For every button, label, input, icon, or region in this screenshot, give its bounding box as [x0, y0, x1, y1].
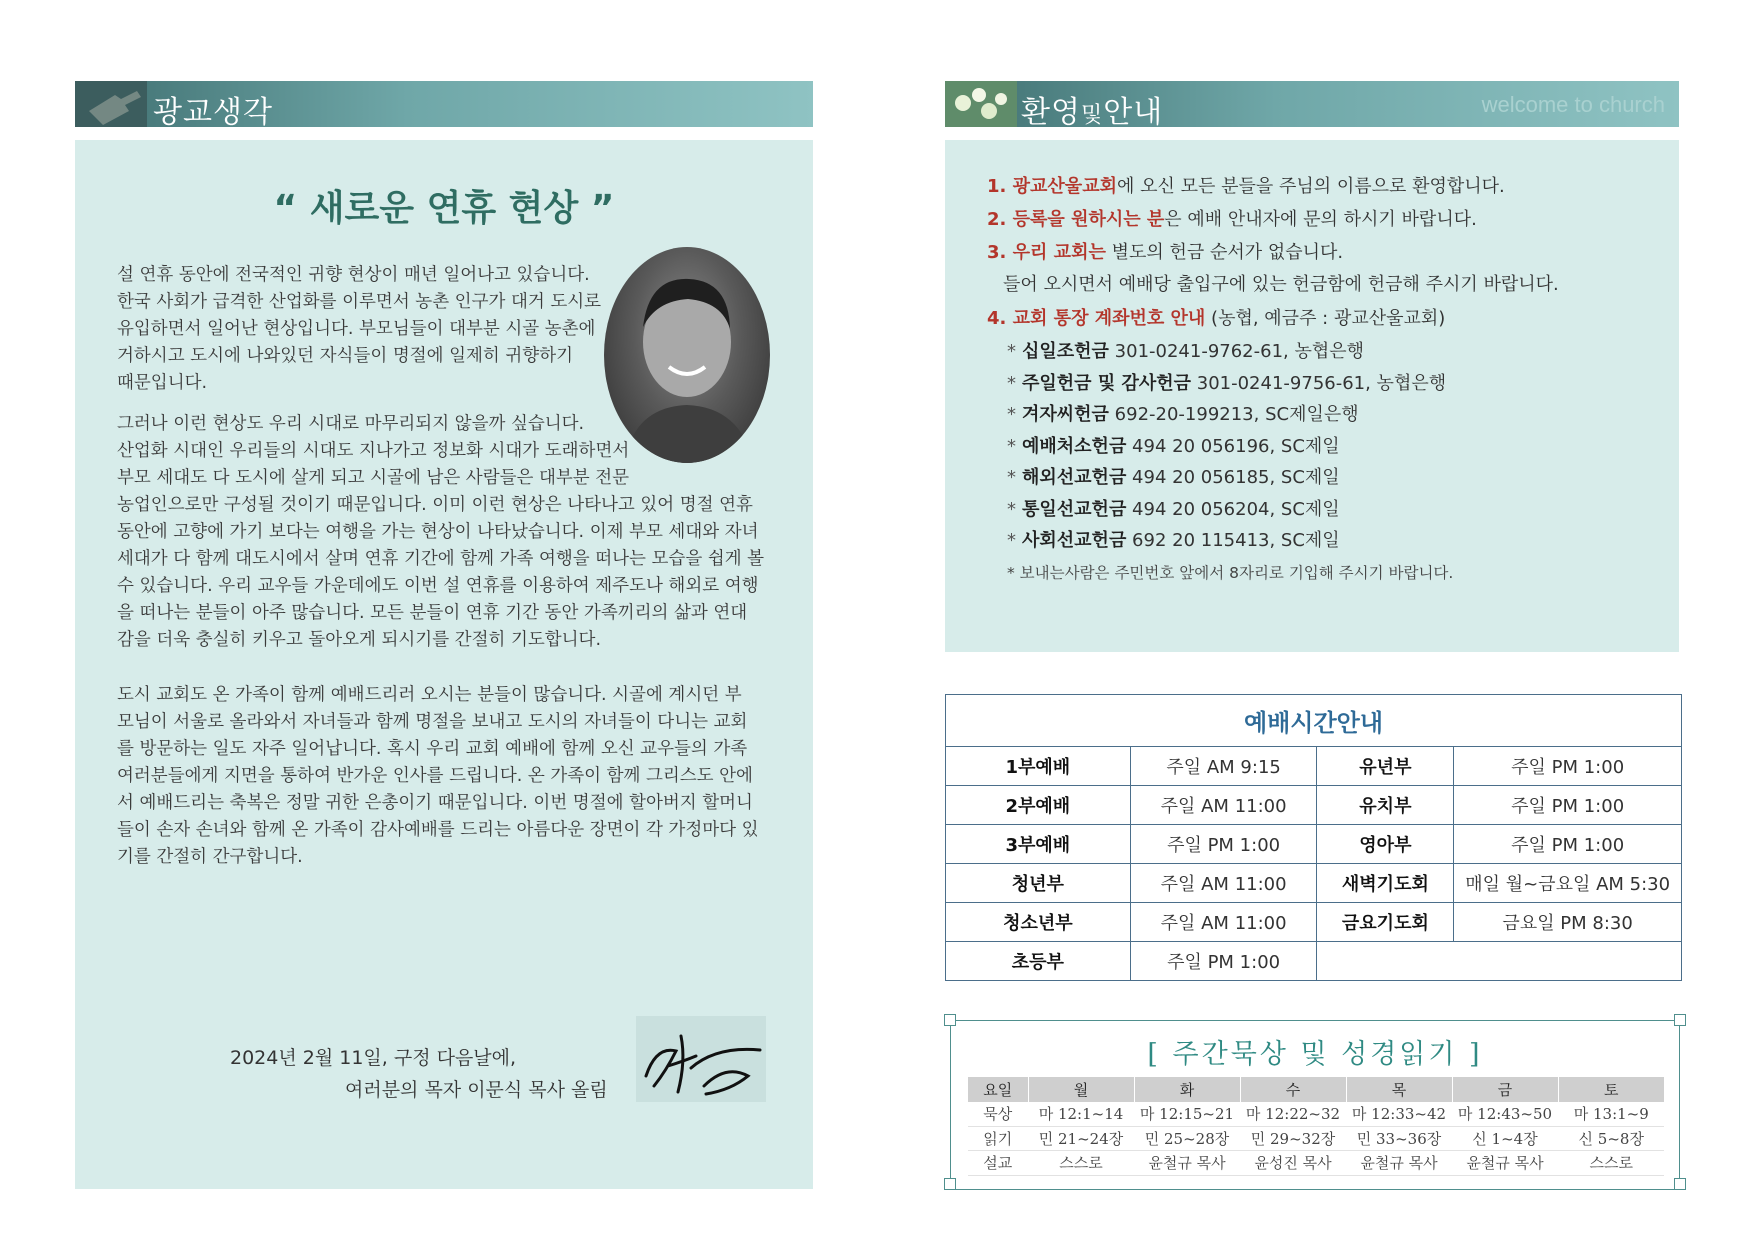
service-name: 금요기도회: [1317, 903, 1454, 942]
box-corner: [944, 1014, 956, 1026]
reading-row-label: 설교: [968, 1151, 1028, 1176]
essay-line: 부모 세대도 다 도시에 살게 되고 시골에 남은 사람들은 대부분 전문: [117, 468, 630, 488]
weekly-reading-table: [968, 1077, 1664, 1176]
worship-row: [946, 786, 1682, 825]
essay-line: 동안에 고향에 가기 보다는 여행을 가는 현상이 나타났습니다. 이제 부모 세대와 자녀: [117, 522, 759, 542]
essay-line: 를 방문하는 일도 자주 일어납니다. 혹시 우리 교회 예배에 함께 오신 교우들의 가족: [117, 739, 748, 759]
essay-line: 모님이 서울로 올라와서 자녀들과 함께 명절을 보내고 도시의 자녀들이 다니는 교회: [117, 712, 748, 732]
service-name: 유년부: [1317, 747, 1454, 786]
right-header-title-a: 환영: [1021, 95, 1081, 130]
account-name: 주일헌금 및 감사헌금: [1022, 372, 1192, 394]
notice-number: 3.: [987, 242, 1013, 263]
essay-line: 농업인으로만 구성될 것이기 때문입니다. 이미 이런 현상은 나타나고 있어 명절 연휴: [117, 495, 753, 515]
notice-number: 2.: [987, 209, 1013, 230]
essay-paragraph-3: [117, 682, 759, 871]
essay-line: 때문입니다.: [117, 373, 208, 393]
essay-line: 한국 사회가 급격한 산업화를 이루면서 농촌 인구가 대거 도시로: [117, 292, 602, 312]
service-time: 금요일 PM 8:30: [1454, 903, 1682, 942]
essay-line: 수 있습니다. 우리 교우들 가운데에도 이번 설 연휴를 이용하여 제주도나 해외로 여행: [117, 576, 759, 596]
signature-date: 2024년 2월 11일, 구정 다음날에,: [230, 1047, 517, 1069]
notice-highlight: 광교산울교회: [1012, 176, 1117, 197]
account-number: 301-0241-9762-61, 농협은행: [1108, 341, 1365, 362]
right-header-bar: [945, 81, 1679, 130]
weekday-header: 요일: [968, 1077, 1028, 1102]
handwritten-signature: [636, 1016, 766, 1102]
service-time: 주일 PM 1:00: [1130, 942, 1317, 981]
reading-cell: 민 25~28장: [1134, 1126, 1240, 1151]
cross-icon: [75, 81, 147, 127]
flower-icon: [945, 81, 1017, 127]
worship-row: [946, 825, 1682, 864]
reading-cell: 윤철규 목사: [1452, 1151, 1558, 1176]
essay-line: 감을 더욱 충실히 키우고 돌아오게 되시기를 간절히 기도합니다.: [117, 630, 602, 650]
weekday-header: 수: [1240, 1077, 1346, 1102]
notice-text: (농협, 예금주 : 광교산울교회): [1205, 308, 1446, 329]
service-name: 3부예배: [946, 825, 1131, 864]
worship-row: [946, 903, 1682, 942]
notice-item: [987, 238, 1343, 264]
pastor-portrait-image: [604, 247, 770, 463]
account-name: 예배처소헌금: [1022, 435, 1127, 457]
worship-row: [946, 864, 1682, 903]
service-time: 주일 AM 11:00: [1130, 786, 1317, 825]
account-item: [1007, 400, 1359, 426]
essay-line: 세대가 다 함께 대도시에서 살며 연휴 기간에 함께 가족 여행을 떠나는 모습을 쉽게 볼: [117, 549, 765, 569]
asterisk-icon: *: [1007, 435, 1016, 457]
reading-row-label: 읽기: [968, 1126, 1028, 1151]
reading-cell: 윤철규 목사: [1134, 1151, 1240, 1176]
reading-cell: 민 21~24장: [1028, 1126, 1134, 1151]
reading-cell: 스스로: [1558, 1151, 1664, 1176]
essay-line: 그러나 이런 현상도 우리 시대로 마무리되지 않을까 싶습니다.: [117, 414, 585, 434]
asterisk-icon: *: [1007, 530, 1016, 551]
service-name: 1부예배: [946, 747, 1131, 786]
essay-line: 기를 간절히 간구합니다.: [117, 847, 303, 867]
right-header-title-b: 및: [1080, 103, 1104, 128]
reading-cell: 마 12:33~42: [1346, 1102, 1452, 1127]
account-name: 해외선교헌금: [1022, 467, 1127, 488]
account-name: 겨자씨헌금: [1022, 404, 1109, 425]
essay-line: 서 예배드리는 축복은 정말 귀한 은총이기 때문입니다. 이번 명절에 할아버지 할머니: [117, 793, 753, 813]
reading-cell: 민 29~32장: [1240, 1126, 1346, 1151]
reading-cell: 윤성진 목사: [1240, 1151, 1346, 1176]
notice-item: [1003, 270, 1559, 296]
empty-cell: [1317, 942, 1682, 981]
account-number: 692 20 115413, SC제일: [1126, 530, 1340, 551]
service-time: 주일 PM 1:00: [1454, 786, 1682, 825]
notice-number: 4.: [987, 308, 1013, 329]
weekday-header: 금: [1452, 1077, 1558, 1102]
service-name: 유치부: [1317, 786, 1454, 825]
account-number: 301-0241-9756-61, 농협은행: [1191, 372, 1447, 394]
pastor-photo: [604, 247, 770, 463]
reading-cell: 마 12:22~32: [1240, 1102, 1346, 1127]
account-number: 494 20 056185, SC제일: [1126, 467, 1340, 488]
reading-cell: 민 33~36장: [1346, 1126, 1452, 1151]
service-name: 초등부: [946, 942, 1131, 981]
notice-text: 들어 오시면서 예배당 출입구에 있는 헌금함에 헌금해 주시기 바랍니다.: [1003, 274, 1559, 295]
service-name: 청년부: [946, 864, 1131, 903]
reading-row: [968, 1102, 1664, 1127]
service-time: 매일 월~금요일 AM 5:30: [1454, 864, 1682, 903]
worship-row: [946, 942, 1682, 981]
account-item: [1007, 337, 1364, 363]
reading-cell: 스스로: [1028, 1151, 1134, 1176]
reading-row: [968, 1126, 1664, 1151]
service-time: 주일 PM 1:00: [1130, 825, 1317, 864]
weekday-header: 토: [1558, 1077, 1664, 1102]
essay-line: 을 떠나는 분들이 아주 많습니다. 모든 분들이 연휴 기간 동안 가족끼리의 삶과 연대: [117, 603, 748, 623]
notice-number: 1.: [987, 176, 1013, 197]
reading-row-label: 묵상: [968, 1102, 1028, 1127]
essay-line: 거하시고 도시에 나와있던 자식들이 명절에 일제히 귀향하기: [117, 346, 573, 366]
account-note: * 보내는사람은 주민번호 앞에서 8자리로 기입해 주시기 바랍니다.: [1007, 564, 1454, 582]
service-time: 주일 AM 9:15: [1130, 747, 1317, 786]
essay-line: 들이 손자 손녀와 함께 온 가족이 감사예배를 드리는 아름다운 장면이 각 가정마다 있: [117, 820, 759, 840]
essay-line: 도시 교회도 온 가족이 함께 예배드리러 오시는 분들이 많습니다. 시골에 계시던 부: [117, 685, 742, 705]
account-number: 692-20-199213, SC제일은행: [1108, 404, 1359, 425]
account-name: 십일조헌금: [1022, 341, 1109, 362]
asterisk-icon: *: [1007, 404, 1016, 425]
reading-cell: 마 13:1~9: [1558, 1102, 1664, 1127]
reading-header-row: [968, 1077, 1664, 1102]
service-name: 새벽기도회: [1317, 864, 1454, 903]
right-header-subtitle: welcome to church: [1481, 92, 1665, 117]
service-name: 영아부: [1317, 825, 1454, 864]
essay-paragraph-1: [117, 262, 601, 397]
weekday-header: 월: [1028, 1077, 1134, 1102]
notice-text: 은 예배 안내자에 문의 하시기 바랍니다.: [1164, 209, 1477, 230]
asterisk-icon: *: [1007, 341, 1016, 362]
reading-row: [968, 1151, 1664, 1176]
service-time: 주일 AM 11:00: [1130, 864, 1317, 903]
reading-cell: 마 12:43~50: [1452, 1102, 1558, 1127]
asterisk-icon: *: [1007, 498, 1016, 520]
service-name: 2부예배: [946, 786, 1131, 825]
reading-cell: 윤철규 목사: [1346, 1151, 1452, 1176]
reading-cell: 신 1~4장: [1452, 1126, 1558, 1151]
reading-cell: 마 12:15~21: [1134, 1102, 1240, 1127]
asterisk-icon: *: [1007, 372, 1016, 394]
account-name: 사회선교헌금: [1022, 530, 1127, 551]
account-item: [1007, 463, 1340, 489]
signature-name: 여러분의 목자 이문식 목사 올림: [345, 1079, 608, 1101]
notice-highlight: 교회 통장 계좌번호 안내: [1012, 308, 1206, 329]
service-time: 주일 PM 1:00: [1454, 747, 1682, 786]
worship-table-title: 예배시간안내: [946, 695, 1682, 747]
weekday-header: 목: [1346, 1077, 1452, 1102]
notice-text: 에 오신 모든 분들을 주님의 이름으로 환영합니다.: [1116, 176, 1505, 197]
notice-highlight: 등록을 원하시는 분: [1012, 209, 1165, 230]
essay-line: 설 연휴 동안에 전국적인 귀향 현상이 매년 일어나고 있습니다.: [117, 265, 590, 285]
account-number: 494 20 056196, SC제일: [1126, 435, 1340, 457]
account-item: [1007, 495, 1340, 521]
notice-highlight: 우리 교회는: [1012, 242, 1106, 263]
account-item: [1007, 526, 1340, 552]
reading-cell: 신 5~8장: [1558, 1126, 1664, 1151]
left-header-bar: [75, 81, 813, 130]
box-corner: [1674, 1178, 1686, 1190]
notice-item: [987, 205, 1477, 231]
essay-title: “ 새로운 연휴 현상 ”: [273, 188, 615, 229]
asterisk-icon: *: [1007, 467, 1016, 488]
service-time: 주일 AM 11:00: [1130, 903, 1317, 942]
account-number: 494 20 056204, SC제일: [1126, 498, 1340, 520]
account-item: [1007, 369, 1446, 395]
box-corner: [944, 1178, 956, 1190]
notice-text: 별도의 헌금 순서가 없습니다.: [1105, 242, 1344, 263]
essay-line: 여러분들에게 지면을 통하여 반가운 인사를 드립니다. 온 가족이 함께 그리스도 안에: [117, 766, 753, 786]
essay-line: 유입하면서 일어난 현상입니다. 부모님들이 대부분 시골 농촌에: [117, 319, 596, 339]
box-corner: [1674, 1014, 1686, 1026]
right-header-title-c: 안내: [1103, 95, 1164, 130]
account-item: [1007, 432, 1340, 458]
worship-row: [946, 747, 1682, 786]
notice-item: [987, 172, 1505, 198]
essay-line: 산업화 시대인 우리들의 시대도 지나가고 정보화 시대가 도래하면서: [117, 441, 630, 461]
service-time: 주일 PM 1:00: [1454, 825, 1682, 864]
notice-item: [987, 304, 1445, 330]
left-header-title: 광교생각: [153, 95, 273, 130]
right-header-title: [1021, 87, 1163, 131]
account-name: 통일선교헌금: [1022, 498, 1127, 520]
worship-schedule-table: [945, 694, 1682, 981]
weekly-reading-title: [ 주간묵상 및 성경읽기 ]: [1147, 1039, 1483, 1070]
weekday-header: 화: [1134, 1077, 1240, 1102]
service-name: 청소년부: [946, 903, 1131, 942]
reading-cell: 마 12:1~14: [1028, 1102, 1134, 1127]
